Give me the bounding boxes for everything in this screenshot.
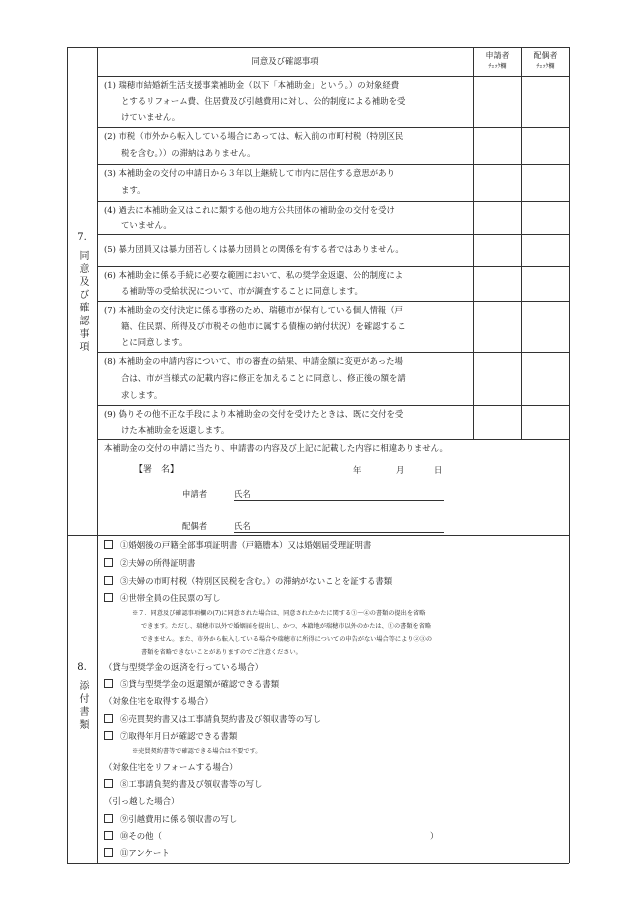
consent-item-1-line: (1) 瑞穂市結婚新生活支援事業補助金（以下「本補助金」という。）の対象経費 bbox=[104, 80, 400, 90]
attachment-item-text: ②夫婦の所得証明書 bbox=[120, 558, 196, 568]
attachment-item-text: ①婚姻後の戸籍全部事項証明書（戸籍謄本）又は婚姻届受理証明書 bbox=[120, 540, 372, 550]
attachment-group-heading: （対象住宅をリフォームする場合） bbox=[104, 762, 238, 772]
attachment-group-heading: （引っ越した場合） bbox=[104, 796, 180, 806]
spouse-col-label: 配偶者 bbox=[533, 51, 558, 60]
attachment-note-line: ※７．同意及び確認事項欄の(7)に同意された場合は、同意されたかたに関する①～④の書類の提出を省略 bbox=[132, 610, 426, 617]
consent-item-1-line: とするリフォーム費、住居費及び引越費用に対し、公的制度による補助を受 bbox=[121, 96, 406, 106]
consent-item-8-line: 合は、市が当様式の記載内容に修正を加えることに同意し、修正後の額を請 bbox=[121, 373, 406, 383]
consent-item-9-line: (9) 偽りその他不正な手段により本補助金の交付を受けたときは、既に交付を受 bbox=[104, 409, 404, 419]
table-header-title: 同意及び確認事項 bbox=[251, 56, 319, 66]
attachment-item-7[interactable] bbox=[104, 728, 237, 746]
attachment-item-5[interactable] bbox=[104, 676, 279, 694]
attachment-item-text: ⑤貸与型奨学金の返還額が確認できる書類 bbox=[120, 679, 280, 689]
spouse-label: 配偶者 bbox=[182, 521, 208, 531]
spouse-name-label: 氏名 bbox=[234, 521, 251, 531]
attachment-item-text: ⑪アンケート bbox=[120, 848, 170, 858]
consent-item-3-line: ます。 bbox=[121, 185, 146, 195]
consent-item-8-line: 求します。 bbox=[121, 390, 163, 400]
checkbox[interactable] bbox=[104, 831, 113, 840]
checkbox[interactable] bbox=[104, 679, 113, 688]
table-top-border bbox=[67, 47, 569, 48]
section8-label: 添付書類 bbox=[77, 680, 88, 732]
attachment-group-heading: （貸与型奨学金の返済を行っている場合） bbox=[104, 662, 264, 672]
consent-item-7-line: (7) 本補助金の交付決定に係る事務のため、瑞穂市が保有している個人情報（戸 bbox=[104, 305, 403, 315]
attachment-item-9[interactable] bbox=[104, 811, 237, 829]
checkbox[interactable] bbox=[104, 731, 113, 740]
consent-item-7-line: とに同意します。 bbox=[121, 337, 188, 347]
checkbox[interactable] bbox=[104, 779, 113, 788]
applicant-name-field[interactable] bbox=[234, 500, 444, 501]
checkbox[interactable] bbox=[104, 576, 113, 585]
attachment-note-line: できません。また、市外から転入している場合や瑞穂市に所得についての申告がない場合等により②③の bbox=[141, 636, 433, 643]
attachment-item-text: ⑧工事請負契約書及び領収書等の写し bbox=[120, 779, 263, 789]
checkbox[interactable] bbox=[104, 558, 113, 567]
applicant-col-sub: ﾁｪｯｸ欄 bbox=[488, 63, 507, 70]
consent-item-5-line: (5) 暴力団員又は暴力団若しくは暴力団員との関係を有する者ではありません。 bbox=[104, 244, 404, 254]
section7-number: 7. bbox=[77, 232, 87, 243]
applicant-name-label: 氏名 bbox=[234, 489, 251, 499]
attachment-item-4[interactable] bbox=[104, 590, 221, 608]
applicant-check-header bbox=[474, 50, 521, 72]
date-day-label: 日 bbox=[434, 465, 443, 475]
signature-label: 【署 名】 bbox=[134, 465, 180, 475]
attachment-group-heading: （対象住宅を取得する場合） bbox=[104, 696, 213, 706]
checkbox[interactable] bbox=[104, 848, 113, 857]
consent-item-4-line: (4) 過去に本補助金又はこれに類する他の地方公共団体の補助金の交付を受け bbox=[104, 205, 395, 215]
attachment-item-text: ⑥売買契約書又は工事請負契約書及び領収書等の写し bbox=[120, 714, 321, 724]
consent-item-6-line: る補助等の受給状況について、市が調査することに同意します。 bbox=[121, 286, 363, 296]
attachment-item-text: ⑩その他（ bbox=[120, 831, 162, 841]
attachment-item-6[interactable] bbox=[104, 711, 321, 729]
attachment-item-3[interactable] bbox=[104, 573, 392, 591]
consent-item-2-line: (2) 市税（市外から転入している場合にあっては、転入前の市町村税（特別区民 bbox=[104, 131, 404, 141]
section7-label: 同意及び確認事項 bbox=[77, 250, 88, 354]
table-bottom-border bbox=[67, 863, 569, 864]
applicant-check-cells[interactable] bbox=[474, 77, 521, 439]
consent-item-7-line: 籍、住民票、所得及び市税その他市に属する債権の納付状況）を確認するこ bbox=[121, 321, 406, 331]
consent-item-1-line: けていません。 bbox=[121, 112, 181, 122]
attachment-item-text: ③夫婦の市町村税（特別区民税を含む。）の滞納がないことを証する書類 bbox=[120, 576, 393, 586]
checkbox[interactable] bbox=[104, 714, 113, 723]
attachment-item-text: ⑦取得年月日が確認できる書類 bbox=[120, 731, 238, 741]
table-left-border bbox=[67, 47, 68, 863]
date-year-label: 年 bbox=[353, 465, 362, 475]
other-close-paren: ） bbox=[430, 831, 439, 841]
other-document-input[interactable] bbox=[190, 828, 426, 844]
date-month-label: 月 bbox=[396, 465, 405, 475]
attachment-note-line: できます。ただし、瑞穂市以外で婚姻届を提出し、かつ、本籍地が瑞穂市以外のかたは、①の書類を省略 bbox=[141, 623, 432, 630]
checkbox[interactable] bbox=[104, 540, 113, 549]
attachment-item-8[interactable] bbox=[104, 776, 262, 794]
consent-item-2-line: 税を含む。））の滞納はありません。 bbox=[121, 148, 256, 158]
consent-item-3-line: (3) 本補助金の交付の申請日から３年以上継続して市内に居住する意思があり bbox=[104, 168, 395, 178]
consent-item-8-line: (8) 本補助金の申請内容について、市の審査の結果、申請金額に変更があった場 bbox=[104, 356, 403, 366]
consent-item-4-line: ていません。 bbox=[121, 220, 172, 230]
spouse-name-field[interactable] bbox=[234, 532, 444, 533]
declaration-text: 本補助金の交付の申請に当たり、申請書の内容及び上記に記載した内容に相違ありません。 bbox=[104, 443, 448, 453]
spouse-check-cells[interactable] bbox=[522, 77, 569, 439]
section8-number: 8. bbox=[77, 662, 87, 673]
spouse-col-sub: ﾁｪｯｸ欄 bbox=[536, 63, 555, 70]
spouse-check-header bbox=[522, 50, 569, 72]
section-divider bbox=[67, 535, 569, 536]
consent-item-6-line: (6) 本補助金に係る手続に必要な範囲において、私の奨学金返還、公的制度によ bbox=[104, 270, 404, 280]
attachment-note-line: 書類を省略できないことがありますのでご注意ください。 bbox=[141, 649, 302, 656]
attachment-item-2[interactable] bbox=[104, 555, 195, 573]
attachment-item-text: ④世帯全員の住民票の写し bbox=[120, 593, 221, 603]
attachment-item-text: ⑨引越費用に係る領収書の写し bbox=[120, 814, 238, 824]
label-column-divider bbox=[97, 47, 98, 863]
attachment-item-10[interactable] bbox=[104, 828, 162, 846]
applicant-col-label: 申請者 bbox=[485, 51, 510, 60]
checkbox[interactable] bbox=[104, 593, 113, 602]
attachment-item-1[interactable] bbox=[104, 537, 371, 555]
applicant-label: 申請者 bbox=[182, 489, 208, 499]
attachment-item-11[interactable] bbox=[104, 845, 170, 863]
consent-item-9-line: けた本補助金を返還します。 bbox=[121, 425, 230, 435]
table-right-border bbox=[569, 47, 570, 863]
attachment-note-line: ※売買契約書等で確認できる場合は不要です。 bbox=[132, 748, 262, 755]
checkbox[interactable] bbox=[104, 814, 113, 823]
